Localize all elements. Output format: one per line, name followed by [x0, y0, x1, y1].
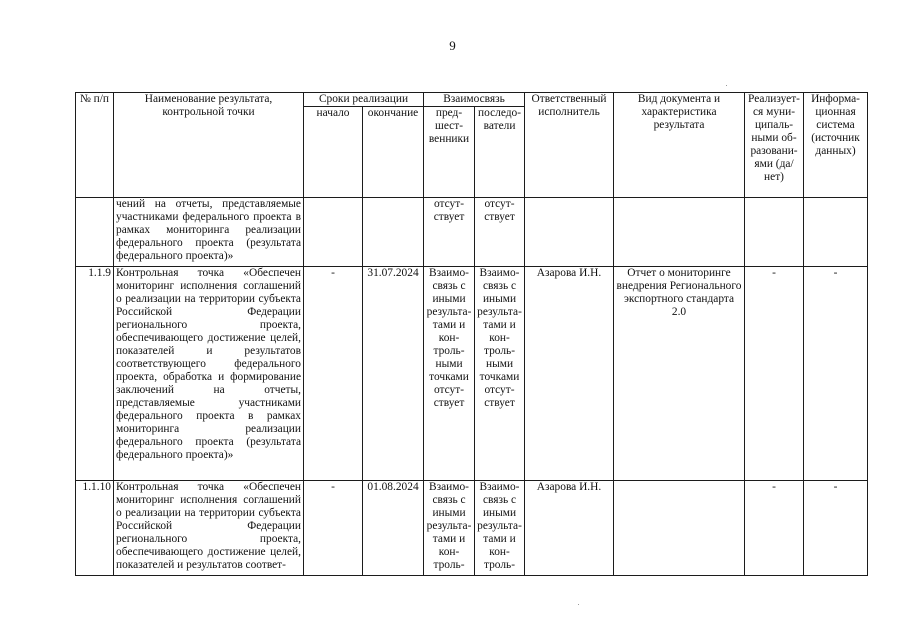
table-row: [76, 267, 868, 481]
row-responsible: [525, 198, 614, 267]
row-name: Контрольная точка «Обеспечен мониторинг исполнения соглашений о реализации на территории субъекта Российской Федерации регионального проекта, обеспечивающего достижение целей, показателей и результатов соответ-: [114, 481, 304, 576]
header-start: начало: [304, 107, 363, 198]
row-municipal: [745, 198, 804, 267]
row-successors: Взаимо-связь с иными результа-тами и кон-троль-: [475, 481, 525, 576]
table-header-row: [76, 93, 868, 107]
row-successors: отсут-ствует: [475, 198, 525, 267]
scan-speck: [726, 85, 727, 86]
header-terms: Сроки реализации: [304, 93, 424, 107]
row-document: [614, 481, 745, 576]
row-name: чений на отчеты, представляемые участниками федерального проекта в рамках мониторинга реализации федерального проекта (результата федерального проекта)»: [114, 198, 304, 267]
row-predecessors: Взаимо-связь с иными результа-тами и кон-троль-: [424, 481, 475, 576]
header-num: № п/п: [76, 93, 114, 198]
row-start: -: [304, 267, 363, 481]
header-name: Наименование результата, контрольной точки: [114, 93, 304, 198]
page-number: 9: [449, 38, 456, 53]
row-predecessors: отсут-ствует: [424, 198, 475, 267]
control-points-table: [75, 92, 868, 576]
header-document: Вид документа и характеристика результата: [614, 93, 745, 198]
row-start: [304, 198, 363, 267]
row-start: -: [304, 481, 363, 576]
scan-speck: [578, 604, 579, 605]
header-successors: последо-ватели: [475, 107, 525, 198]
header-info-system: Информа-ционная система (источник данных): [804, 93, 868, 198]
row-info-system: -: [804, 267, 868, 481]
row-responsible: Азарова И.Н.: [525, 481, 614, 576]
row-end: 31.07.2024: [363, 267, 424, 481]
header-responsible: Ответственный исполнитель: [525, 93, 614, 198]
row-predecessors: Взаимо-связь с иными результа-тами и кон-троль-ными точками отсут-ствует: [424, 267, 475, 481]
row-info-system: [804, 198, 868, 267]
row-municipal: -: [745, 481, 804, 576]
row-successors: Взаимо-связь с иными результа-тами и кон-троль-ными точками отсут-ствует: [475, 267, 525, 481]
row-info-system: -: [804, 481, 868, 576]
header-end: окончание: [363, 107, 424, 198]
row-num: [76, 198, 114, 267]
row-num: 1.1.9: [76, 267, 114, 481]
header-predecessors: пред-шест-венники: [424, 107, 475, 198]
row-municipal: -: [745, 267, 804, 481]
row-document: [614, 198, 745, 267]
row-name: Контрольная точка «Обеспечен мониторинг исполнения соглашений о реализации на территории субъекта Российской Федерации регионального проекта, обеспечивающего достижение целей, показателей и результатов соответствующего федерального проекта, обработка и формирование заключений на отчеты, представляемые участниками федерального проекта в рамках мониторинга реализации федерального проекта (результата федерального проекта)»: [114, 267, 304, 481]
row-document: Отчет о мониторинге внедрения Регионального экспортного стандарта 2.0: [614, 267, 745, 481]
table-row: [76, 198, 868, 267]
row-end: [363, 198, 424, 267]
row-end: 01.08.2024: [363, 481, 424, 576]
row-responsible: Азарова И.Н.: [525, 267, 614, 481]
table-row: [76, 481, 868, 576]
header-relation: Взаимосвязь: [424, 93, 525, 107]
header-municipal: Реализует-ся муни-ципаль-ными об-разовани-ями (да/нет): [745, 93, 804, 198]
row-num: 1.1.10: [76, 481, 114, 576]
